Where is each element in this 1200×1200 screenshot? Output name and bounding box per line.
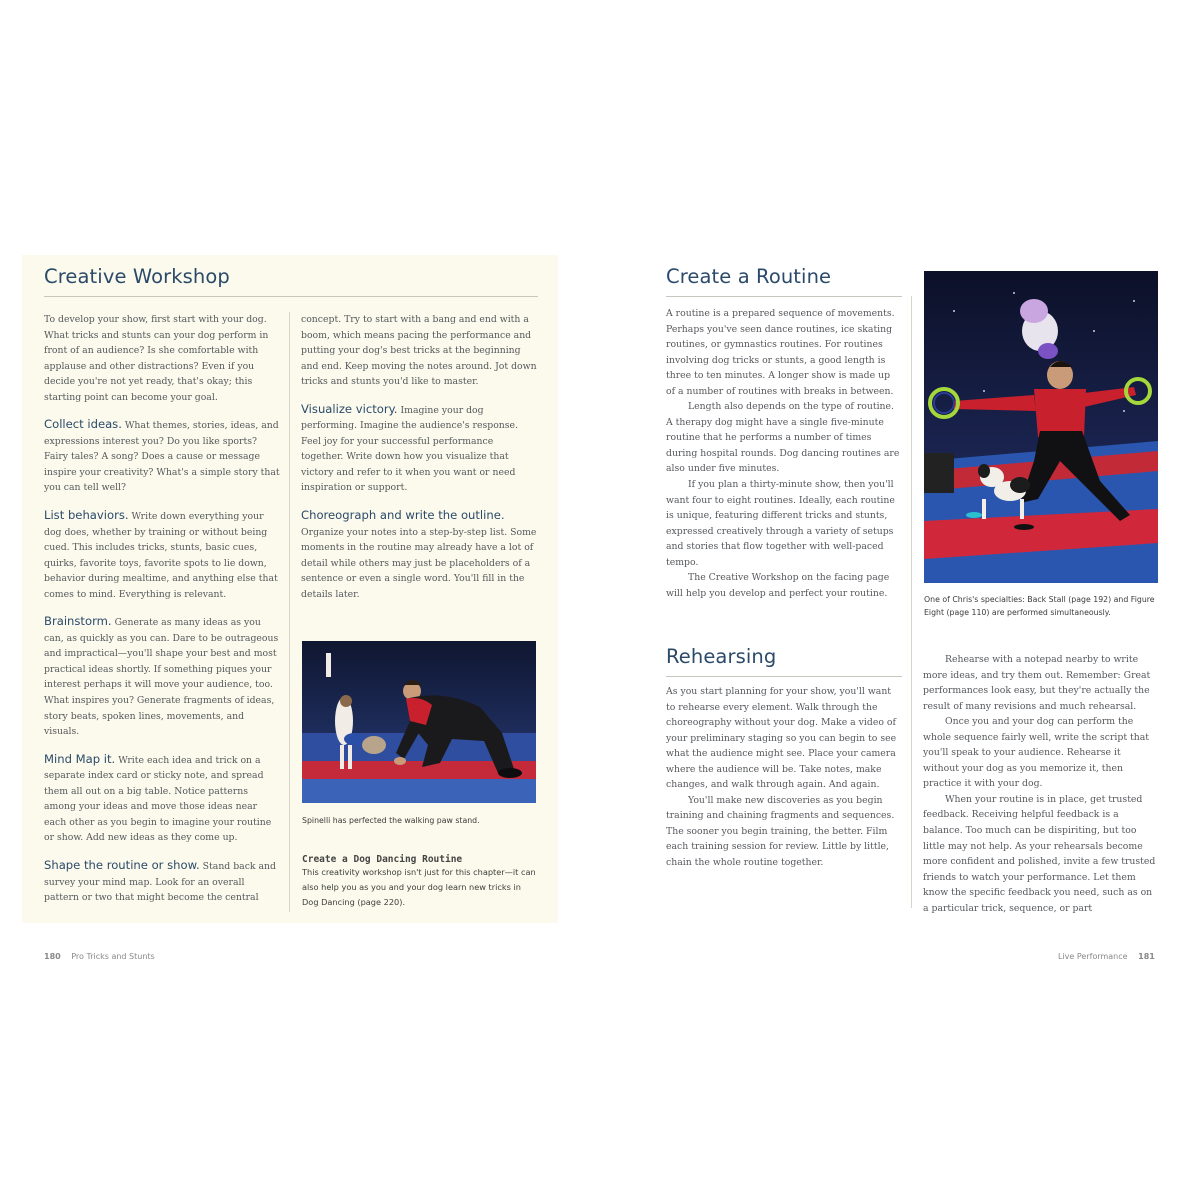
routine-text xyxy=(666,306,902,601)
routine-para: The Creative Workshop on the facing page will help you develop and perfect your routine. xyxy=(666,572,890,599)
workshop-item: Visualize victory. Imagine your dog performing. Imagine the audience's response. Feel joy for your successful performance together. Write down how you visualize that victory and refer to it when you want or need inspiration or support. xyxy=(301,401,519,494)
left-col-1 xyxy=(44,312,280,912)
column-divider xyxy=(911,296,912,908)
item-lead: Visualize victory. xyxy=(301,401,398,416)
paw-stand-caption: Spinelli has perfected the walking paw stand. xyxy=(302,816,480,825)
right-footer xyxy=(1058,952,1155,961)
routine-para: Length also depends on the type of routine. A therapy dog might have a single five-minute routine that he performs a number of times during hospital rounds. Dog dancing routines are also under five minutes. xyxy=(666,401,900,475)
routine-para: A routine is a prepared sequence of movements. Perhaps you've seen dance routines, ice skating routines, or gymnastics routines. For routines involving dog tricks or stunts, a good length is three to ten minutes. A longer show is made up of a number of routines with breaks in between. xyxy=(666,308,895,397)
item-lead: Brainstorm. xyxy=(44,614,112,629)
item-lead: Choreograph and write the outline. xyxy=(301,508,505,523)
continued-paragraph: concept. Try to start with a bang and end with a boom, which means pacing the performance and putting your dog's best tricks at the beginning and end. Keep moving the notes around. Jot down tricks and stunts you'd like to master. xyxy=(301,314,537,388)
rehearse-para: Once you and your dog can perform the whole sequence fairly well, write the script that you'll speak to your audience. Rehearse it without your dog as you memorize it, then practice it with your dog. xyxy=(923,716,1150,790)
workshop-item: Choreograph and write the outline. Organize your notes into a step-by-step list. Some moments in the routine may already have a lot of detail while others may just be placeholders of a sentence or even a single word. You'll fill in the details later. xyxy=(301,508,537,600)
workshop-item: Mind Map it. Write each idea and trick on a separate index card or sticky note, and spread them all out on a big table. Notice patterns among your ideas and move those ideas near each other as you begin to imagine your routine or show. Add new ideas as they come up. xyxy=(44,751,272,844)
workshop-item: Shape the routine or show. Stand back and survey your mind map. Look for an overall pattern or two that might become the central xyxy=(44,857,276,904)
rehearse-para: You'll make new discoveries as you begin training and chaining fragments and sequences. The sooner you begin training, the better. Film each training session for review. Little by little, chain the whole routine together. xyxy=(666,794,895,869)
paw-stand-photo xyxy=(302,641,536,803)
workshop-item: Collect ideas. What themes, stories, ideas, and expressions interest you? Do you like sports? Fairy tales? A song? Does a cause or message inspire your creativity? What's a simple story that you can tell well? xyxy=(44,417,280,494)
heading-rule xyxy=(44,296,538,297)
back-stall-caption: One of Chris's specialties: Back Stall (page 192) and Figure Eight (page 110) are performed simultaneously. xyxy=(924,595,1155,617)
right-running-title: Live Performance xyxy=(1058,952,1128,961)
sidebar-text: This creativity workshop isn't just for this chapter—it can also help you as you and your dog learn new tricks in Dog Dancing (page 220). xyxy=(302,867,536,907)
workshop-item: Brainstorm. Generate as many ideas as you can, as quickly as you can. Dare to be outrageous and impractical—you'll shape your best and most practical ideas shortly. If something piques your interest perhaps it will move your audience, too. What inspires you? Generate fragments of ideas, story beats, spoken lines, movements, and visuals. xyxy=(44,614,279,738)
back-stall-photo xyxy=(924,271,1158,583)
rehearsing-heading: Rehearsing xyxy=(666,645,777,668)
heading-rule xyxy=(666,676,902,677)
create-routine-heading: Create a Routine xyxy=(666,265,832,288)
dog-dancing-sidebar xyxy=(302,854,538,910)
item-lead: Mind Map it. xyxy=(44,751,116,766)
item-lead: List behaviors. xyxy=(44,508,129,523)
column-divider xyxy=(289,312,290,912)
creative-workshop-heading: Creative Workshop xyxy=(44,265,230,288)
left-col-2 xyxy=(301,312,537,614)
left-footer xyxy=(44,952,155,961)
item-lead: Collect ideas. xyxy=(44,417,122,432)
rehearsing-col-2 xyxy=(923,652,1159,914)
left-running-title: Pro Tricks and Stunts xyxy=(71,952,155,961)
rehearse-para: When your routine is in place, get trusted feedback. Receiving helpful feedback is a balance. Too much can be dispiriting, but too little may not help. As your rehearsals become more confident and polished, invite a few trusted friends to watch your performance. Let them know the specific feedback you need, such as on a particular trick, sequence, or part xyxy=(923,793,1156,914)
sidebar-title: Create a Dog Dancing Routine xyxy=(302,854,463,865)
right-page-number: 181 xyxy=(1138,952,1155,961)
rehearse-para: As you start planning for your show, you'll want to rehearse every element. Walk through the choreography without your dog. Make a video of your preliminary staging so you can begin to see what the audience might see. Place your camera where the audience will be. Take notes, make changes, and walk through again. And again. xyxy=(666,686,897,791)
intro-paragraph: To develop your show, first start with your dog. What tricks and stunts can your dog perform in front of an audience? Is she comfortable with applause and other distractions? Even if you decide you're not yet ready, that's okay; this starting point can become your goal. xyxy=(44,314,269,403)
heading-rule xyxy=(666,296,902,297)
rehearse-para: Rehearse with a notepad nearby to write more ideas, and try them out. Remember: Great performances look easy, but they're actually the result of many revisions and much rehearsal. xyxy=(923,654,1151,712)
left-page-number: 180 xyxy=(44,952,61,961)
routine-para: If you plan a thirty-minute show, then you'll want four to eight routines. Ideally, each routine is unique, featuring different tricks and stunts, expressed creatively through a variety of setups and stories that flow together with well-paced tempo. xyxy=(666,479,895,568)
workshop-item: List behaviors. Write down everything your dog does, whether by training or without being cued. This includes tricks, stunts, basic cues, quirks, favorite toys, favorite spots to lie down, behavior during mealtime, and anything else that comes to mind. Everything is relevant. xyxy=(44,508,278,600)
rehearsing-col-1 xyxy=(666,684,902,871)
item-lead: Shape the routine or show. xyxy=(44,857,200,872)
